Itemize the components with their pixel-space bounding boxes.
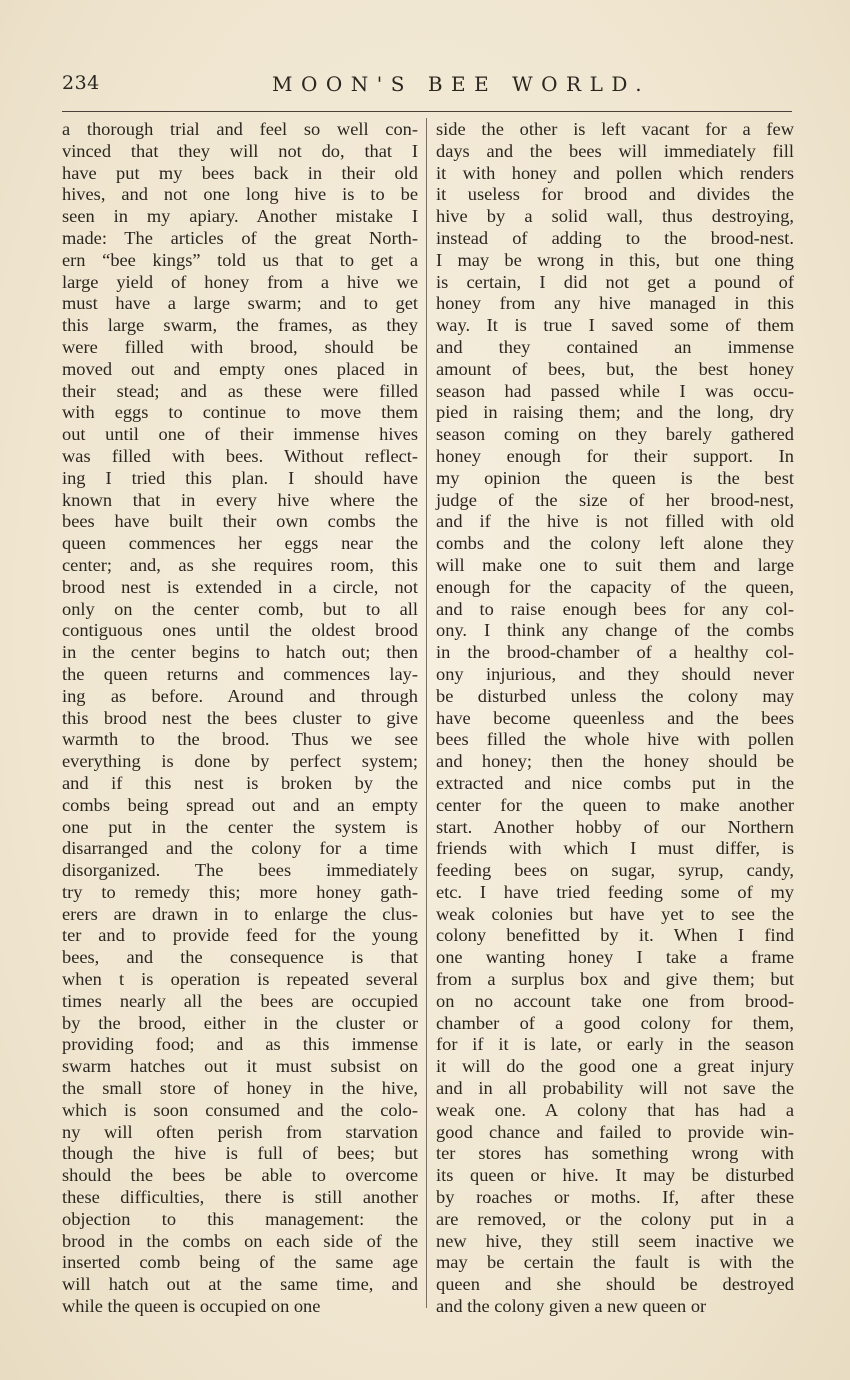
text-line: swarm hatches out it must subsist on xyxy=(62,1056,418,1077)
text-line: weak one. A colony that has had a xyxy=(436,1099,794,1120)
text-line: are removed, or the colony put in a xyxy=(436,1208,794,1229)
text-line: warmth to the brood. Thus we see xyxy=(62,729,418,750)
text-line: colony benefitted by it. When I find xyxy=(436,925,794,946)
text-line: inserted comb being of the same age xyxy=(62,1252,418,1273)
text-line: known that in every hive where the xyxy=(62,489,418,510)
text-line: ony. I think any change of the combs xyxy=(436,620,794,641)
text-line: center for the queen to make another xyxy=(436,794,794,815)
text-line: their stead; and as these were filled xyxy=(62,380,418,401)
text-line: contiguous ones until the oldest brood xyxy=(62,620,418,641)
text-line: ter and to provide feed for the young xyxy=(62,925,418,946)
right-column xyxy=(436,119,794,1318)
text-line: in the center begins to hatch out; then xyxy=(62,642,418,663)
text-line: bees, and the consequence is that xyxy=(62,947,418,968)
text-line: when t is operation is repeated several xyxy=(62,969,418,990)
running-head xyxy=(62,72,792,104)
text-line: and the colony given a new queen or xyxy=(436,1296,707,1317)
text-line: a thorough trial and feel so well con- xyxy=(62,119,418,139)
text-line: ny will often perish from starvation xyxy=(62,1121,418,1142)
text-line: start. Another hobby of our Northern xyxy=(436,816,794,837)
text-line: is certain, I did not get a pound of xyxy=(436,271,794,292)
text-line: times nearly all the bees are occupied xyxy=(62,990,418,1011)
text-line: season had passed while I was occu- xyxy=(436,380,794,401)
text-line: be disturbed unless the colony may xyxy=(436,685,794,706)
text-line: which is soon consumed and the colo- xyxy=(62,1099,418,1120)
text-line: queen and she should be destroyed xyxy=(436,1274,794,1295)
text-line: by the brood, either in the cluster or xyxy=(62,1012,418,1033)
text-line: moved out and empty ones placed in xyxy=(62,358,418,379)
text-line: with eggs to continue to move them xyxy=(62,402,418,423)
text-line: brood nest is extended in a circle, not xyxy=(62,576,418,597)
text-line: combs being spread out and an empty xyxy=(62,794,418,815)
text-line: disarranged and the colony for a time xyxy=(62,838,418,859)
text-line: feeding bees on sugar, syrup, candy, xyxy=(436,860,794,881)
text-line: ing I tried this plan. I should have xyxy=(62,467,418,488)
text-line: was filled with bees. Without reflect- xyxy=(62,445,418,466)
text-line: the queen returns and commences lay- xyxy=(62,663,418,684)
text-line: queen commences her eggs near the xyxy=(62,533,418,554)
text-line: my opinion the queen is the best xyxy=(436,467,794,488)
text-line: chamber of a good colony for them, xyxy=(436,1012,794,1033)
text-line: for if it is late, or early in the season xyxy=(436,1034,794,1055)
text-line: side the other is left vacant for a few xyxy=(436,119,794,139)
text-line: large yield of honey from a hive we xyxy=(62,271,418,292)
text-line: and they contained an immense xyxy=(436,336,794,357)
text-line: it with honey and pollen which renders xyxy=(436,162,794,183)
text-line: judge of the size of her brood-nest, xyxy=(436,489,794,510)
column-divider xyxy=(426,118,427,1308)
text-line: this large swarm, the frames, as they xyxy=(62,315,418,336)
page-number: 234 xyxy=(62,72,100,94)
text-line: these difficulties, there is still another xyxy=(62,1187,418,1208)
text-line: providing food; and as this immense xyxy=(62,1034,418,1055)
text-line: its queen or hive. It may be disturbed xyxy=(436,1165,794,1186)
text-line: out until one of their immense hives xyxy=(62,424,418,445)
text-line: have put my bees back in their old xyxy=(62,162,418,183)
text-line: seen in my apiary. Another mistake I xyxy=(62,206,418,227)
text-line: extracted and nice combs put in the xyxy=(436,772,794,793)
text-line: combs and the colony left alone they xyxy=(436,533,794,554)
text-line: hives, and not one long hive is to be xyxy=(62,184,418,205)
text-line: it useless for brood and divides the xyxy=(436,184,794,205)
text-line: honey enough for their support. In xyxy=(436,445,794,466)
text-line: may be certain the fault is with the xyxy=(436,1252,794,1273)
text-line: everything is done by perfect system; xyxy=(62,751,418,772)
text-line: and in all probability will not save the xyxy=(436,1078,794,1099)
text-line: honey from any hive managed in this xyxy=(436,293,794,314)
text-line: will make one to suit them and large xyxy=(436,554,794,575)
text-line: weak colonies but have yet to see the xyxy=(436,903,794,924)
text-line: enough for the capacity of the queen, xyxy=(436,576,794,597)
text-line: though the hive is full of bees; but xyxy=(62,1143,418,1164)
text-line: ing as before. Around and through xyxy=(62,685,418,706)
text-line: ter stores has something wrong with xyxy=(436,1143,794,1164)
text-line: only on the center comb, but to all xyxy=(62,598,418,619)
text-line: and to raise enough bees for any col- xyxy=(436,598,794,619)
text-line: instead of adding to the brood-nest. xyxy=(436,227,794,248)
text-line: ony injurious, and they should never xyxy=(436,663,794,684)
journal-title: MOON'S BEE WORLD. xyxy=(272,72,651,96)
text-line: on no account take one from brood- xyxy=(436,990,794,1011)
text-line: will hatch out at the same time, and xyxy=(62,1274,418,1295)
text-line: objection to this management: the xyxy=(62,1208,418,1229)
text-line: the small store of honey in the hive, xyxy=(62,1078,418,1099)
text-line: etc. I have tried feeding some of my xyxy=(436,881,794,902)
text-line: amount of bees, but, the best honey xyxy=(436,358,794,379)
text-line: one wanting honey I take a frame xyxy=(436,947,794,968)
text-line: while the queen is occupied on one xyxy=(62,1296,321,1317)
text-line: ern “bee kings” told us that to get a xyxy=(62,249,418,270)
text-line: center; and, as she requires room, this xyxy=(62,554,418,575)
text-line: good chance and failed to provide win- xyxy=(436,1121,794,1142)
text-line: and if the hive is not filled with old xyxy=(436,511,794,532)
text-line: way. It is true I saved some of them xyxy=(436,315,794,336)
text-line: disorganized. The bees immediately xyxy=(62,860,418,881)
text-line: vinced that they will not do, that I xyxy=(62,140,418,161)
text-line: and honey; then the honey should be xyxy=(436,751,794,772)
text-line: were filled with brood, should be xyxy=(62,336,418,357)
text-line: in the brood-chamber of a healthy col- xyxy=(436,642,794,663)
text-line: must have a large swarm; and to get xyxy=(62,293,418,314)
text-line: by roaches or moths. If, after these xyxy=(436,1187,794,1208)
text-line: should the bees be able to overcome xyxy=(62,1165,418,1186)
text-line: have become queenless and the bees xyxy=(436,707,794,728)
text-line: hive by a solid wall, thus destroying, xyxy=(436,206,794,227)
text-line: one put in the center the system is xyxy=(62,816,418,837)
text-line: it will do the good one a great injury xyxy=(436,1056,794,1077)
text-line: bees filled the whole hive with pollen xyxy=(436,729,794,750)
text-line: try to remedy this; more honey gath- xyxy=(62,881,418,902)
text-line: bees have built their own combs the xyxy=(62,511,418,532)
text-line: new hive, they still seem inactive we xyxy=(436,1230,794,1251)
text-line: season coming on they barely gathered xyxy=(436,424,794,445)
text-line: made: The articles of the great North- xyxy=(62,227,418,248)
text-line: erers are drawn in to enlarge the clus- xyxy=(62,903,418,924)
text-line: this brood nest the bees cluster to give xyxy=(62,707,418,728)
text-line: friends with which I must differ, is xyxy=(436,838,794,859)
left-column xyxy=(62,119,418,1318)
text-line: and if this nest is broken by the xyxy=(62,772,418,793)
text-line: from a surplus box and give them; but xyxy=(436,969,794,990)
header-rule xyxy=(62,111,792,112)
text-line: I may be wrong in this, but one thing xyxy=(436,249,794,270)
text-line: brood in the combs on each side of the xyxy=(62,1230,418,1251)
text-line: days and the bees will immediately fill xyxy=(436,140,794,161)
text-line: pied in raising them; and the long, dry xyxy=(436,402,794,423)
